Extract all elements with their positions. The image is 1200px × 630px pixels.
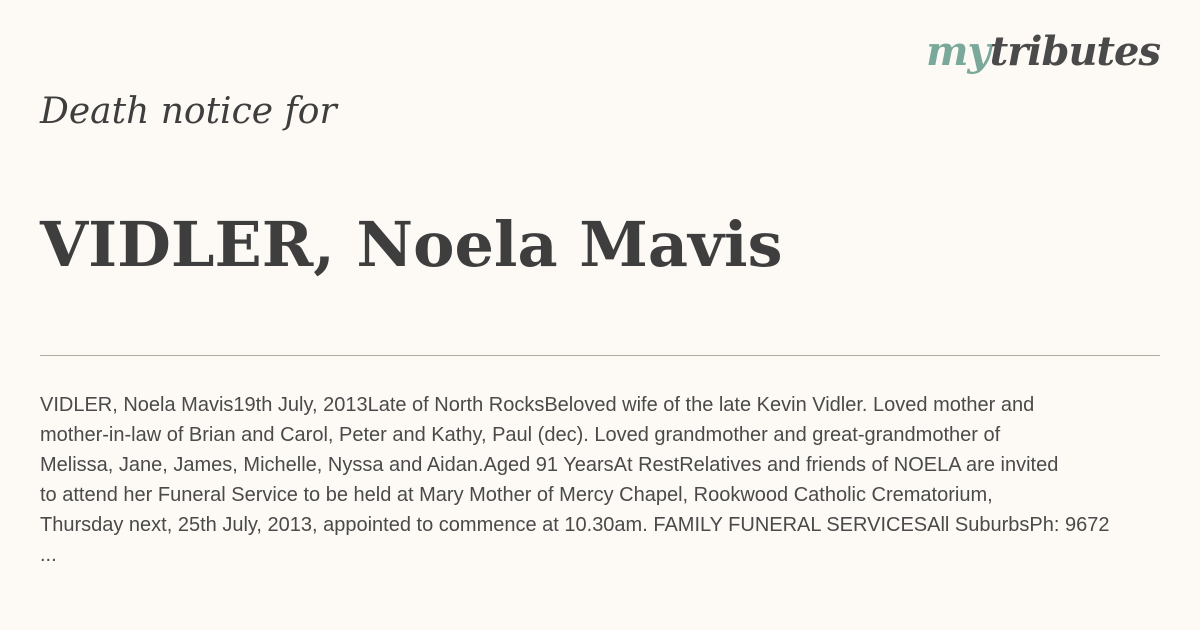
divider xyxy=(40,355,1160,356)
mytributes-logo[interactable] xyxy=(926,28,1160,75)
logo-prefix: my xyxy=(926,28,990,75)
page-subtitle: Death notice for xyxy=(40,91,337,132)
logo-suffix: tributes xyxy=(989,28,1160,75)
notice-text: VIDLER, Noela Mavis19th July, 2013Late of North RocksBeloved wife of the late Kevin Vidler. Loved mother and mother-in-law of Brian and Carol, Peter and Kathy, Paul (dec). Loved grandmother and great-grandmother of Melissa, Jane, James, Michelle, Nyssa and Aidan.Aged 91 YearsAt RestRelatives and friends of NOELA are invited to attend her Funeral Service to be held at Mary Mother of Mercy Chapel, Rookwood Catholic Crematorium, Thursday next, 25th July, 2013, appointed to commence at 10.30am. FAMILY FUNERAL SERVICESAll SuburbsPh: 9672 ... xyxy=(40,394,1110,566)
deceased-name: VIDLER, Noela Mavis xyxy=(40,208,783,281)
